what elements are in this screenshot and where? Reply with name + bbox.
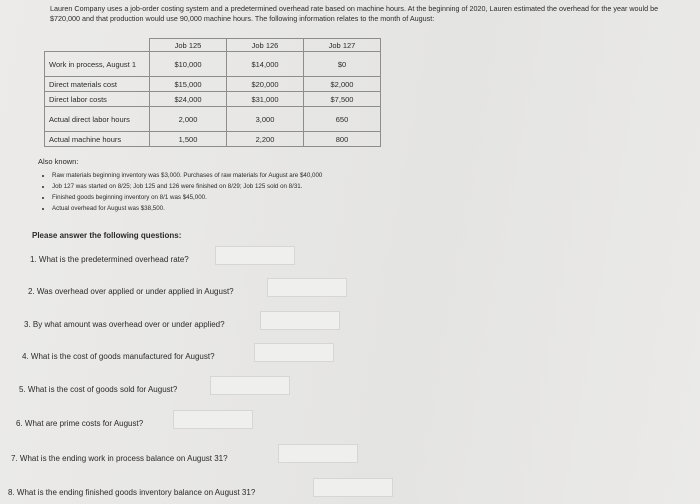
question-4-answer-field[interactable] xyxy=(254,343,334,362)
table-cell: $0 xyxy=(304,52,381,77)
question-6-answer-field[interactable] xyxy=(173,410,253,429)
table-cell: $31,000 xyxy=(227,92,304,107)
list-item: • Raw materials beginning inventory was $3,000. Purchases of raw materials for August are $40,000 xyxy=(52,170,472,181)
answer-prompt: Please answer the following questions: xyxy=(32,231,182,240)
row-label-direct-labor: Direct labor costs xyxy=(45,92,150,107)
table-cell: $14,000 xyxy=(227,52,304,77)
question-4-text: 4. What is the cost of goods manufactured for August? xyxy=(22,352,215,361)
question-8-answer-field[interactable] xyxy=(313,478,393,497)
table-cell: 2,200 xyxy=(227,132,304,147)
list-item: • Actual overhead for August was $38,500. xyxy=(52,203,472,214)
question-6-text: 6. What are prime costs for August? xyxy=(16,419,144,428)
table-row xyxy=(45,107,381,132)
table-cell: $15,000 xyxy=(150,77,227,92)
list-item: • Finished goods beginning inventory on 8/1 was $45,000. xyxy=(52,192,472,203)
table-cell: $20,000 xyxy=(227,77,304,92)
table-cell: $24,000 xyxy=(150,92,227,107)
table-cell: $10,000 xyxy=(150,52,227,77)
also-known-label: Also known: xyxy=(38,157,79,166)
question-5-text: 5. What is the cost of goods sold for August? xyxy=(19,385,178,394)
job-cost-table xyxy=(44,38,381,147)
table-row xyxy=(45,77,381,92)
row-label-wip: Work in process, August 1 xyxy=(45,52,150,77)
question-8-text: 8. What is the ending finished goods inventory balance on August 31? xyxy=(8,488,256,497)
table-header-job-127: Job 127 xyxy=(304,39,381,52)
question-2-answer-field[interactable] xyxy=(267,278,347,297)
table-header-row xyxy=(45,39,381,52)
table-cell: 2,000 xyxy=(150,107,227,132)
table-cell: 1,500 xyxy=(150,132,227,147)
table-cell: 800 xyxy=(304,132,381,147)
table-row xyxy=(45,52,381,77)
question-7-answer-field[interactable] xyxy=(278,444,358,463)
also-known-list xyxy=(38,170,472,214)
table-cell: 3,000 xyxy=(227,107,304,132)
row-label-direct-materials: Direct materials cost xyxy=(45,77,150,92)
table-cell: 650 xyxy=(304,107,381,132)
table-cell: $2,000 xyxy=(304,77,381,92)
question-7-text: 7. What is the ending work in process balance on August 31? xyxy=(11,454,228,463)
question-3-text: 3. By what amount was overhead over or under applied? xyxy=(24,320,225,329)
question-5-answer-field[interactable] xyxy=(210,376,290,395)
table-header-job-126: Job 126 xyxy=(227,39,304,52)
list-item: • Job 127 was started on 8/25; Job 125 and 126 were finished on 8/29; Job 125 sold on 8/31. xyxy=(52,181,472,192)
problem-intro: Lauren Company uses a job-order costing system and a predetermined overhead rate based on machine hours. At the beginning of 2020, Lauren estimated the overhead for the year would be $720,000 and that production would use 90,000 machine hours. The following information relates to the month of August: xyxy=(50,4,659,23)
row-label-labor-hours: Actual direct labor hours xyxy=(45,107,150,132)
question-2-text: 2. Was overhead over applied or under applied in August? xyxy=(28,287,234,296)
table-header-blank xyxy=(45,39,150,52)
table-header-job-125: Job 125 xyxy=(150,39,227,52)
question-1-answer-field[interactable] xyxy=(215,246,295,265)
row-label-machine-hours: Actual machine hours xyxy=(45,132,150,147)
table-cell: $7,500 xyxy=(304,92,381,107)
question-1-text: 1. What is the predetermined overhead rate? xyxy=(30,255,189,264)
table-row xyxy=(45,132,381,147)
question-3-answer-field[interactable] xyxy=(260,311,340,330)
table-row xyxy=(45,92,381,107)
